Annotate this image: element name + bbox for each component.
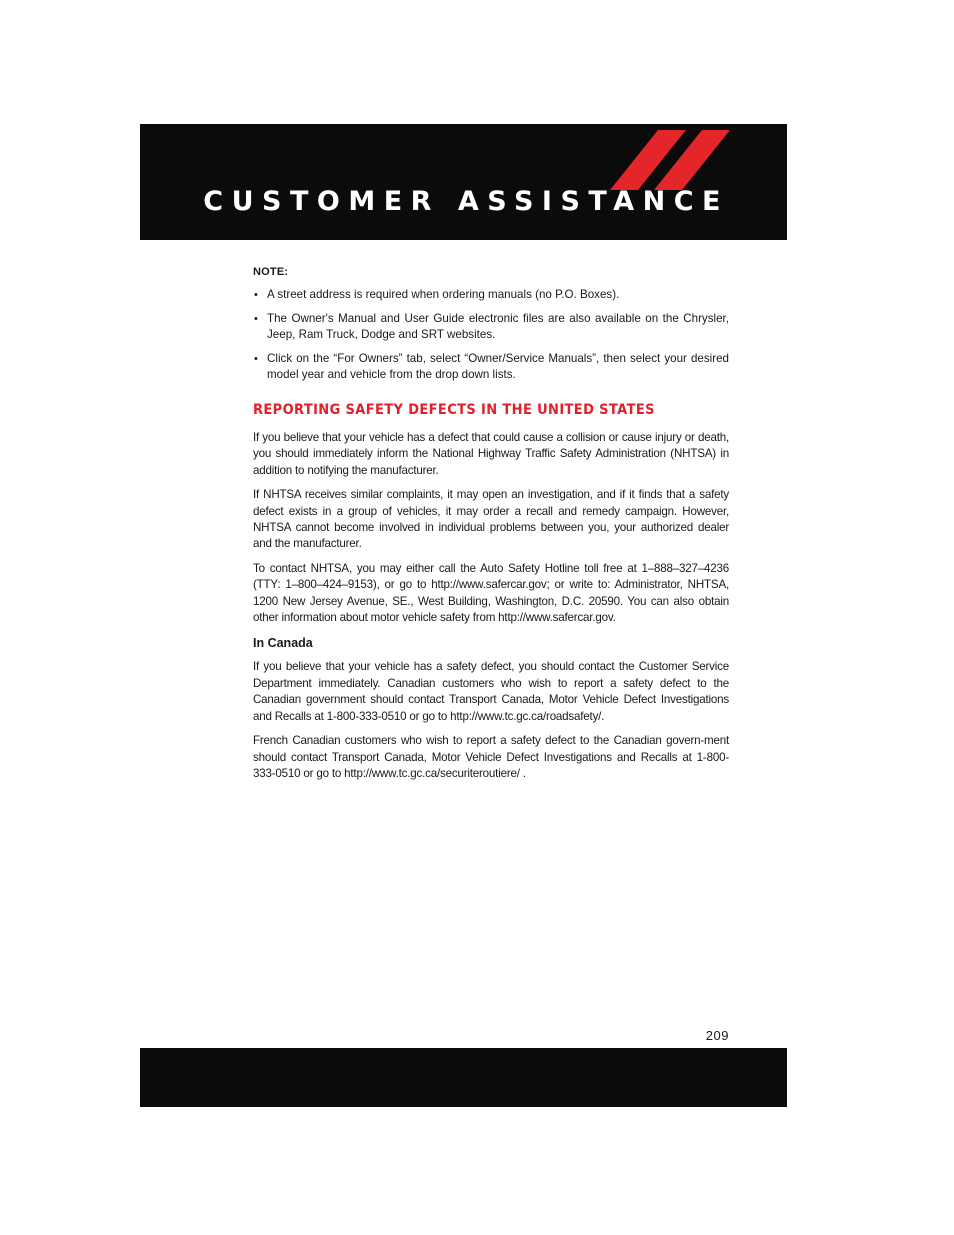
bullet-icon: • bbox=[254, 289, 258, 301]
section-heading: REPORTING SAFETY DEFECTS IN THE UNITED STATES bbox=[253, 402, 655, 418]
note-item bbox=[253, 287, 729, 303]
body-paragraph: To contact NHTSA, you may either call the Auto Safety Hotline toll free at 1–888–327–4236 (TTY: 1–800–424–9153), or go to http://www.safercar.gov; or write to: Administrator, NHTSA, 1200 New Jersey Avenue, SE., West Building, Washington, D.C. 20590. You can also obtain other information about motor vehicle safety from http://www.safercar.gov. bbox=[253, 561, 729, 625]
body-paragraph: French Canadian customers who wish to report a safety defect to the Canadian govern-ment should contact Transport Canada, Motor Vehicle Defect Investigations and Recalls at 1-800-333-0510 or go to http://www.tc.gc.ca/securiteroutiere/ . bbox=[253, 734, 729, 780]
page-number: 209 bbox=[705, 1028, 729, 1043]
note-item-text: A street address is required when ordering manuals (no P.O. Boxes). bbox=[267, 288, 620, 301]
subsection-heading: In Canada bbox=[253, 636, 313, 651]
body-paragraph: If you believe that your vehicle has a safety defect, you should contact the Customer Service Department immediately. Canadian customers who wish to report a safety defect to the Canadian government should contact Transport Canada, Motor Vehicle Defect Investigations and Recalls at 1-800-333-0510 or go to http://www.tc.gc.ca/roadsafety/. bbox=[253, 660, 729, 723]
note-item bbox=[253, 311, 729, 343]
header-band bbox=[140, 124, 787, 240]
body-paragraph: If you believe that your vehicle has a defect that could cause a collision or cause injury or death, you should immediately inform the National Highway Traffic Safety Administration (NHTSA) in addition to notifying the manufacturer. bbox=[253, 431, 729, 477]
note-list bbox=[253, 287, 729, 383]
racing-stripes-logo bbox=[610, 130, 730, 190]
bullet-icon: • bbox=[254, 353, 258, 365]
note-item bbox=[253, 351, 729, 383]
note-item-text: The Owner's Manual and User Guide electronic files are also available on the Chrysler, Jeep, Ram Truck, Dodge and SRT websites. bbox=[267, 312, 729, 341]
footer-band bbox=[140, 1048, 787, 1107]
note-item-text: Click on the “For Owners” tab, select “Owner/Service Manuals”, then select your desired model year and vehicle from the drop down lists. bbox=[267, 352, 729, 381]
body-paragraph: If NHTSA receives similar complaints, it may open an investigation, and if it finds that a safety defect exists in a group of vehicles, it may order a recall and remedy campaign. However, NHTSA cannot become involved in individual problems between you, your authorized dealer and the manufacturer. bbox=[253, 488, 729, 551]
page-section-title: CUSTOMER ASSISTANCE bbox=[203, 186, 729, 217]
note-label: NOTE: bbox=[253, 266, 289, 278]
page-content bbox=[253, 266, 729, 790]
bullet-icon: • bbox=[254, 313, 258, 325]
